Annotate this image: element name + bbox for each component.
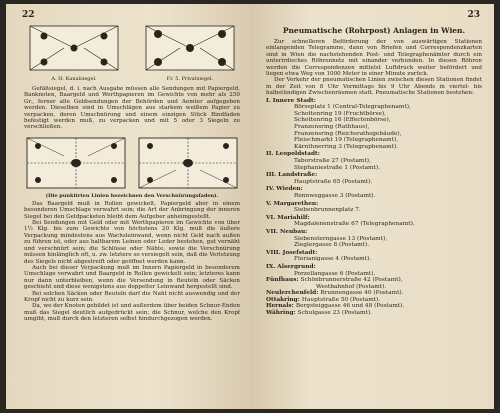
station-address: Florianigasse 4 (Postamt). <box>294 256 372 263</box>
figure-a-caption: A. H. Kanalsiegel. <box>51 76 97 82</box>
paragraph: Auch bei dieser Verpackung muß im Innern Papiergeld in besonderem Umschlage verwahrt und Baargeld in Rollen gewickelt sein; letzteres kann nur dann unterbleiben, wenn die Versendung in Beuteln oder Säcken geschieht und diese wenigstens aus doppelter Leinwand hergestellt sind. <box>24 264 240 291</box>
page-number-right: 23 <box>467 10 480 20</box>
district-list <box>266 98 482 277</box>
paragraph-block-1 <box>24 86 240 131</box>
paragraph-block-2 <box>24 201 240 323</box>
paragraph: Zur schnelleren Beförderung der von auswärtigen Stationen einlangenden Telegramme, dann von Briefen und Correspondenzkarten sind in Wien die nachstehenden Post- und Telegraphenämter durch ein unterirdisches Röhrennetz mit einander verbunden. In diesen Röhren werden die Correspondenzen mittelst Luftdruck weiter befördert und liegen etwa Weg von 1000 Meter in einer Minute zurück. <box>266 39 482 78</box>
suburb-name: Fünfhaus: <box>266 277 301 284</box>
district-entry <box>266 201 482 214</box>
station-address: Hauptstraße 65 (Postamt). <box>294 178 373 185</box>
packet-diagram-left <box>24 134 128 192</box>
suburb-address: Westbahnhof (Postamt). <box>316 283 387 290</box>
station-address: Zieglergasse 8 (Postamt). <box>294 242 370 249</box>
district-entry <box>266 186 482 199</box>
envelope-diagram-a <box>24 22 124 74</box>
suburb-address: Hauptstraße 50 (Postamt). <box>301 296 381 303</box>
suburb-list <box>266 277 482 317</box>
station-address: Schottenring 16 (Effectenbörse), <box>294 117 391 124</box>
station-address: Magdalenenstraße 67 (Telegraphenamt). <box>294 221 415 228</box>
suburb-name: Ottakring: <box>266 296 302 303</box>
right-page <box>250 4 494 409</box>
district-entry <box>266 229 482 249</box>
station-address: Kärnthnerring 3 (Telegraphenamt). <box>294 143 399 150</box>
district-heading: V. Margarethen: <box>266 200 319 207</box>
district-heading: I. Innere Stadt: <box>266 97 316 104</box>
figure-b <box>140 22 240 82</box>
station-address: Börseplatz 1 (Central-Telegraphenamt), <box>294 104 411 111</box>
district-heading: II. Leopoldstadt: <box>266 151 320 158</box>
suburb-address: Schönbrunnerstraße 42 (Postamt), <box>300 277 403 284</box>
station-address: Franzensring (Reichsrathsgebäude), <box>294 130 402 137</box>
suburb-address: Bergsteiggasse 46 und 48 (Postamt). <box>295 303 405 310</box>
section-title: Pneumatische (Rohrpost) Anlagen in Wien. <box>282 26 466 35</box>
paragraph: Da, wo der Knoten gebildet ist und außerdem über beiden Schnur-Enden muß das Siegel deutlich aufgedrückt sein; die Schnur, welche den Kropf umgibt, muß durch den letzteren selbst hindurchgezogen werden. <box>24 303 241 323</box>
station-address: Schottenring 19 (Fruchtbörse), <box>294 110 386 117</box>
suburb-entry <box>266 277 482 284</box>
packet-diagram-right <box>136 134 240 192</box>
district-entry <box>266 250 482 263</box>
page-number-left: 22 <box>22 10 35 20</box>
district-heading: III. Landstraße: <box>266 172 318 179</box>
suburb-entry <box>266 290 482 297</box>
district-heading: VII. Neubau: <box>266 228 308 235</box>
station-address: Siebenbrunnenplatz 7. <box>294 207 361 214</box>
paragraph: Bei solchen Säcken oder Beuteln darf die Naht nicht auswendig und der Kropf nicht zu kurz sein. <box>24 290 240 303</box>
district-heading: VI. Mariahilf: <box>266 214 310 221</box>
paragraph: Der Verkehr der pneumatischen Linien zwischen diesen Stationen findet in der Zeit von 8 Uhr Vormittags bis 9 Uhr Abends in viertel- bis halbstündigen Zwischenräumen statt. Pneumatische Stationen bestehen: <box>266 77 482 97</box>
station-address: Stephaniestraße 1 (Postamt). <box>294 164 380 171</box>
left-page <box>6 4 250 409</box>
station-address: Fleischmarkt 19 (Telegraphenamt), <box>294 137 399 144</box>
suburb-address: Schulgasse 23 (Postamt). <box>297 310 372 317</box>
envelope-diagram-b <box>140 22 240 74</box>
station-address: Rennweggasse 3 (Postamt). <box>294 192 376 199</box>
figure-a <box>24 22 124 82</box>
figure-b-caption: Fr. 5. Privatsiegel. <box>166 76 214 82</box>
station-address: Siebensterngasse 13 (Postamt), <box>294 235 388 242</box>
suburb-name: Hernals: <box>266 303 296 310</box>
paragraph: Das Baargeld muß in Rollen gewickelt, Papiergeld aber in einem besonderen Umschlage verwahrt sein; die Art der Anbringung der inneren Siegel bei den Geldpacketen bleibt dem Aufgeber anheimgestellt. <box>24 200 240 220</box>
station-address: Taborstraße 27 (Postamt), <box>294 158 371 164</box>
district-entry <box>266 172 482 185</box>
paragraph: Gefäßsiegel, d. i. nach Ausgabe müssen alle Sendungen mit Papiergeld, Banknoten, Baargeld und Werthpapieren im Gewichte von mehr als 250 Gr., ferner alle Geldsendungen der Behörden und Aemter aufgegeben werden. Dieselben sind in Umschlägen aus starkem weißem Papier zu verpacken, deren Umschnürung und einem einzigen Stück Bindfaden befestigt werden muß, zu verpacken und mit 5 oder 3 Siegeln zu verschließen. <box>24 86 240 131</box>
district-heading: VIII. Josefstadt: <box>266 249 318 256</box>
suburb-name: Währing: <box>266 310 298 317</box>
district-entry <box>266 151 482 171</box>
district-entry <box>266 264 482 277</box>
district-heading: IV. Wieden: <box>266 186 303 193</box>
station-address: Franzensring (Rathhaus), <box>294 124 370 131</box>
district-entry <box>266 98 482 151</box>
intro-text <box>266 39 482 97</box>
packet-figures <box>24 134 240 192</box>
envelope-figures <box>24 22 240 82</box>
suburb-address: Brunnengasse 40 (Postamt). <box>320 290 404 297</box>
paragraph: Bei Sendungen mit Geld oder mit Werthpapieren im Gewichte von über 1½ Klg. bis zum Gewichte von höchstens 20 Klg. muß die äußere Verpackung mindestens aus Wachsleinwand, wenn nicht Geld nach außen zu führen ist, oder aus haltbarem Leinen oder Leder bestehen, gut vernäht und verschnürt sein; die Schlüsse oder Nähte, sowie die Verschnürung müssen hinlänglich oft, u. zw. letztere so versiegelt sein, daß die Verletzung des Siegels nicht abgestreift oder geöffnet werden kann. <box>24 220 240 265</box>
figure-caption: (Die punktirten Linien bezeichnen den Verschnürungsfaden). <box>45 192 219 199</box>
open-book <box>6 4 494 409</box>
station-address: Porzellangasse 6 (Postamt). <box>294 270 376 277</box>
district-heading: IX. Alsergrund: <box>266 263 316 270</box>
district-entry <box>266 215 482 228</box>
suburb-entry <box>266 310 482 317</box>
suburb-name: Neulerchenfeld: <box>266 290 321 297</box>
